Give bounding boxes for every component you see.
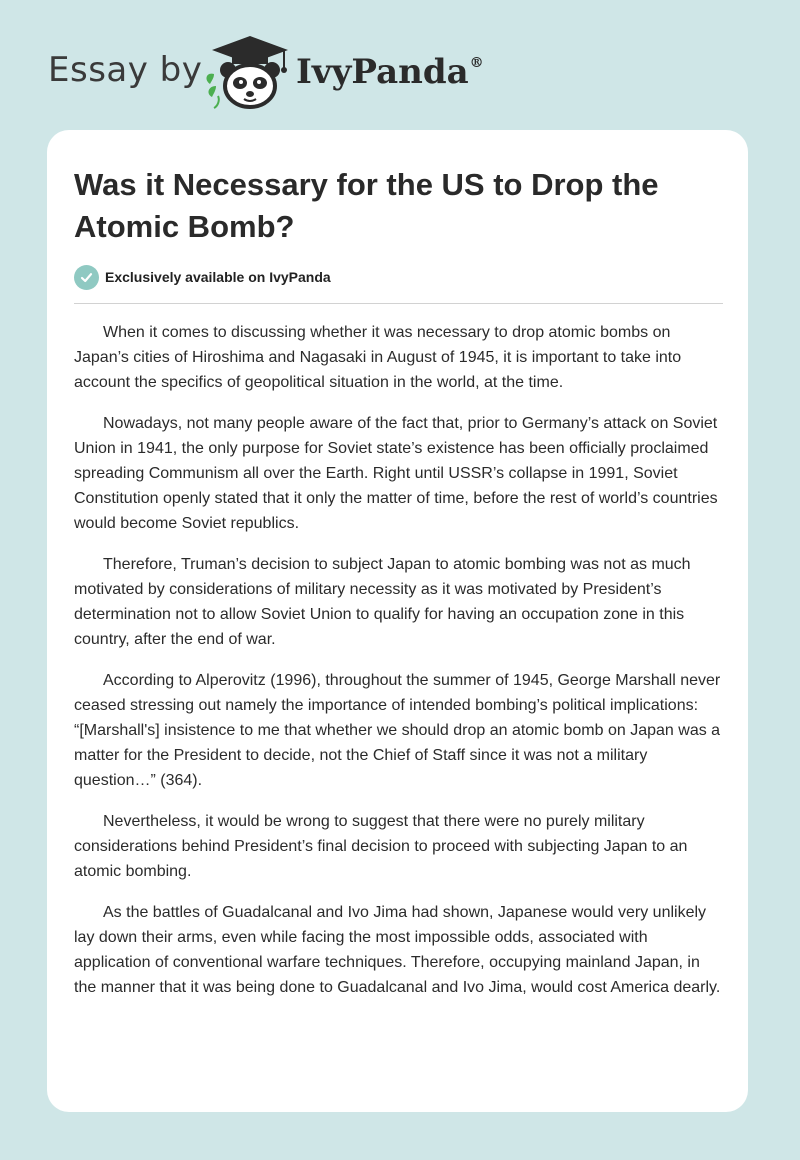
registered-mark: ® [469,55,484,71]
paragraph: As the battles of Guadalcanal and Ivo Jima had shown, Japanese would very unlikely lay down their arms, even while facing the most impossible odds, associated with application of conventional warfare techniques. Therefore, occupying mainland Japan, in the manner that it was being done to Guadalcanal and Ivo Jima, would cost America dearly. [74,904,721,996]
panda-logo-icon [200,34,292,110]
paragraph: Nowadays, not many people aware of the fact that, prior to Germany’s attack on Soviet Union in 1941, the only purpose for Soviet state’s existence has been officially proclaimed spreading Communism all over the Earth. Right until USSR’s collapse in 1991, Soviet Constitution openly stated that it only the matter of time, before the rest of world’s countries would become Soviet republics. [74,415,718,532]
brand-text: IvyPanda [296,52,469,92]
essay-by-label: Essay by [48,50,203,90]
divider [74,303,723,304]
paragraph: When it comes to discussing whether it was necessary to drop atomic bombs on Japan’s cities of Hiroshima and Nagasaki in August of 1945, it is important to take into account the specifics of geopolitical situation in the world, at the time. [74,324,682,391]
essay-card [47,130,748,1112]
paragraph: Nevertheless, it would be wrong to suggest that there were no purely military considerations behind President’s final decision to proceed with subjecting Japan to an atomic bombing. [74,813,688,880]
paragraph: Therefore, Truman’s decision to subject Japan to atomic bombing was not as much motivated by considerations of military necessity as it was motivated by President’s determination not to allow Soviet Union to qualify for having an occupation zone in this country, after the end of war. [74,556,691,648]
exclusive-label: Exclusively available on IvyPanda [105,269,331,285]
essay-title: Was it Necessary for the US to Drop the Atomic Bomb? [74,167,659,244]
essay-body [74,320,726,1016]
check-icon [74,265,99,290]
site-header [0,0,800,130]
exclusive-badge [74,264,331,290]
paragraph: According to Alperovitz (1996), throughout the summer of 1945, George Marshall never ceased stressing out namely the importance of intended bombing’s political implications: “[Marshall's] insistence to me that whether we should drop an atomic bomb on Japan was a matter for the President to decide, not the Chief of Staff since it was not a military question…” (364). [74,672,721,789]
brand-name [296,52,484,92]
